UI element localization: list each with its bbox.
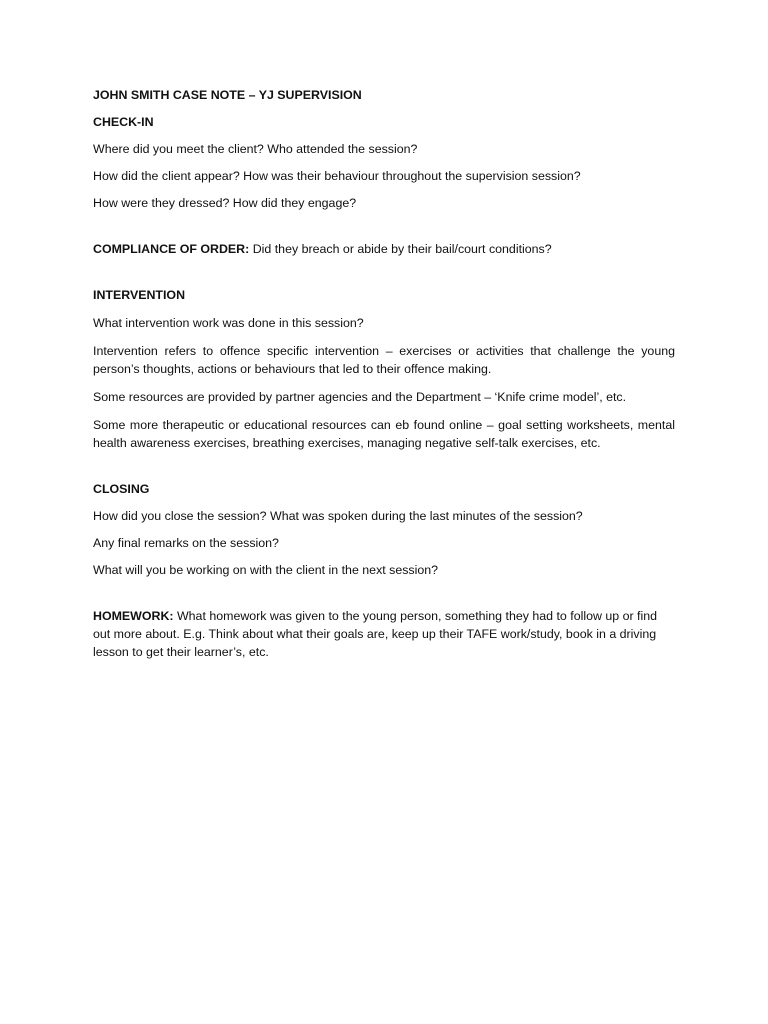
homework-section: [93, 607, 675, 661]
closing-question-1: How did you close the session? What was spoken during the last minutes of the session?: [93, 509, 583, 523]
closing-heading: CLOSING: [93, 482, 150, 496]
homework-label: HOMEWORK:: [93, 609, 174, 623]
document-title: JOHN SMITH CASE NOTE – YJ SUPERVISION: [93, 88, 362, 102]
intervention-paragraph-1: What intervention work was done in this session?: [93, 316, 364, 330]
intervention-heading: INTERVENTION: [93, 288, 186, 302]
checkin-question-2: How did the client appear? How was their behaviour throughout the supervision session?: [93, 169, 581, 183]
compliance-text: Did they breach or abide by their bail/court conditions?: [249, 242, 552, 256]
intervention-paragraph-2: Intervention refers to offence specific intervention – exercises or activities that challenge the young person’s thoughts, actions or behaviours that led to their offence making.: [93, 344, 675, 376]
intervention-paragraph-3: Some resources are provided by partner agencies and the Department – ‘Knife crime model’, etc.: [93, 390, 627, 404]
checkin-heading: CHECK-IN: [93, 115, 154, 129]
compliance-section: [93, 240, 675, 258]
closing-question-3: What will you be working on with the client in the next session?: [93, 563, 439, 577]
closing-question-2: Any final remarks on the session?: [93, 536, 279, 550]
checkin-question-1: Where did you meet the client? Who attended the session?: [93, 142, 418, 156]
homework-text: What homework was given to the young person, something they had to follow up or find out more about. E.g. Think about what their goals are, keep up their TAFE work/study, book in a driving lesson to get their learner’s, etc.: [93, 609, 658, 659]
intervention-paragraph-4: Some more therapeutic or educational resources can eb found online – goal setting worksheets, mental health awareness exercises, breathing exercises, managing negative self-talk exercises, etc.: [93, 418, 675, 450]
document-page: [93, 86, 675, 661]
compliance-label: COMPLIANCE OF ORDER:: [93, 242, 250, 256]
checkin-question-3: How were they dressed? How did they engage?: [93, 196, 357, 210]
